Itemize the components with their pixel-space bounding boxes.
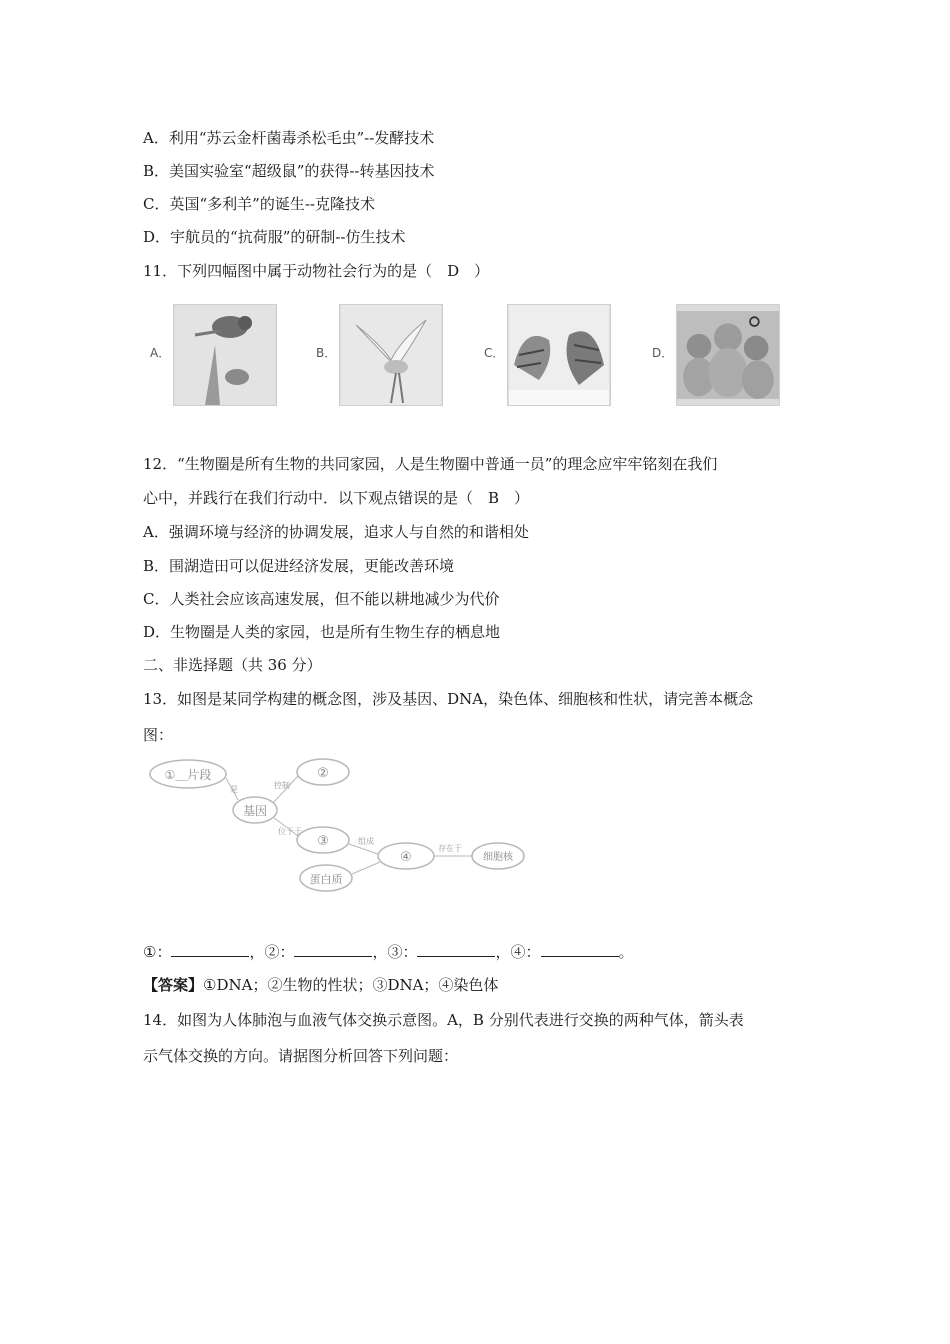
- q14-question-line1: 14．如图为人体肺泡与血液气体交换示意图。A，B 分别代表进行交换的两种气体，箭头表: [143, 1011, 744, 1029]
- blank-3[interactable]: [417, 942, 495, 957]
- fill-end: 。: [618, 943, 634, 961]
- svg-text:细胞核: 细胞核: [483, 852, 513, 863]
- concept-node-4: [378, 843, 434, 869]
- concept-node-gene: [233, 797, 277, 823]
- svg-text:①＿片段: ①＿片段: [164, 768, 212, 782]
- q12-option-d: D．生物圈是人类的家园，也是所有生物生存的栖息地: [143, 623, 501, 641]
- blank-1-label: ①：: [143, 943, 172, 961]
- q13-question-line2: 图：: [143, 726, 174, 744]
- q11-question: 11．下列四幅图中属于动物社会行为的是（ D ）: [143, 262, 490, 280]
- blank-1[interactable]: [171, 942, 249, 957]
- svg-text:③: ③: [317, 834, 329, 849]
- concept-node-3: [297, 827, 349, 853]
- fighting-tigers-image: [507, 304, 611, 406]
- section2-title: 二、非选择题（共 36 分）: [143, 656, 322, 674]
- q10-option-d: D．宇航员的“抗荷服”的研制--仿生技术: [143, 228, 406, 246]
- edge-label-control: 控制: [274, 781, 290, 790]
- q11-label-a: A．: [150, 346, 171, 360]
- edge-label-exist: 存在于: [438, 844, 462, 853]
- crane-image: [339, 304, 443, 406]
- q13-answer: [143, 975, 498, 995]
- q11-label-c: C．: [484, 346, 505, 360]
- q12-option-c: C．人类社会应该高速发展，但不能以耕地减少为代价: [143, 590, 500, 608]
- edge-label-compose: 组成: [358, 837, 374, 846]
- svg-text:②: ②: [317, 766, 329, 781]
- q11-label-d: D．: [652, 346, 674, 360]
- q12-option-a: A．强调环境与经济的协调发展，追求人与自然的和谐相处: [143, 523, 529, 541]
- concept-node-nucleus: [472, 843, 524, 869]
- bird-feeding-chicks-image: [173, 304, 277, 406]
- concept-node-2: [297, 759, 349, 785]
- edge-label-located: 位于于: [278, 827, 302, 836]
- answer-text: ①DNA；②生物的性状；③DNA；④染色体: [203, 976, 499, 994]
- blank-3-label: ，③：: [372, 943, 418, 961]
- q12-question-line1: 12．“生物圈是所有生物的共同家园，人是生物圈中普通一员”的理念应牢牢铭刻在我们: [143, 455, 718, 473]
- q12-option-b: B．围湖造田可以促进经济发展，更能改善环境: [143, 557, 455, 575]
- q10-option-a: A．利用“苏云金杆菌毒杀松毛虫”--发酵技术: [143, 129, 435, 147]
- q13-fill-blanks: [143, 942, 634, 962]
- answer-label: 【答案】: [143, 976, 204, 994]
- concept-node-protein: [300, 865, 352, 891]
- q11-label-b: B．: [316, 346, 337, 360]
- blank-4[interactable]: [541, 942, 619, 957]
- q14-question-line2: 示气体交换的方向。请据图分析回答下列问题：: [143, 1047, 459, 1065]
- blank-2[interactable]: [294, 942, 372, 957]
- svg-text:蛋白质: 蛋白质: [309, 873, 343, 886]
- svg-text:基因: 基因: [242, 804, 268, 818]
- concept-node-1: [150, 760, 226, 788]
- concept-map-diagram: [148, 754, 528, 904]
- blank-2-label: ，②：: [249, 943, 295, 961]
- q10-option-b: B．美国实验室“超级鼠”的获得--转基因技术: [143, 162, 435, 180]
- svg-text:④: ④: [400, 850, 412, 865]
- q13-question-line1: 13．如图是某同学构建的概念图，涉及基因、DNA，染色体、细胞核和性状，请完善本概念: [143, 690, 754, 708]
- q10-option-c: C．英国“多利羊”的诞生--克隆技术: [143, 195, 375, 213]
- edge-label-is: 是: [230, 785, 238, 794]
- baboon-troop-image: [676, 304, 780, 406]
- blank-4-label: ，④：: [495, 943, 541, 961]
- q12-question-line2: 心中，并践行在我们行动中．以下观点错误的是（ B ）: [143, 489, 530, 507]
